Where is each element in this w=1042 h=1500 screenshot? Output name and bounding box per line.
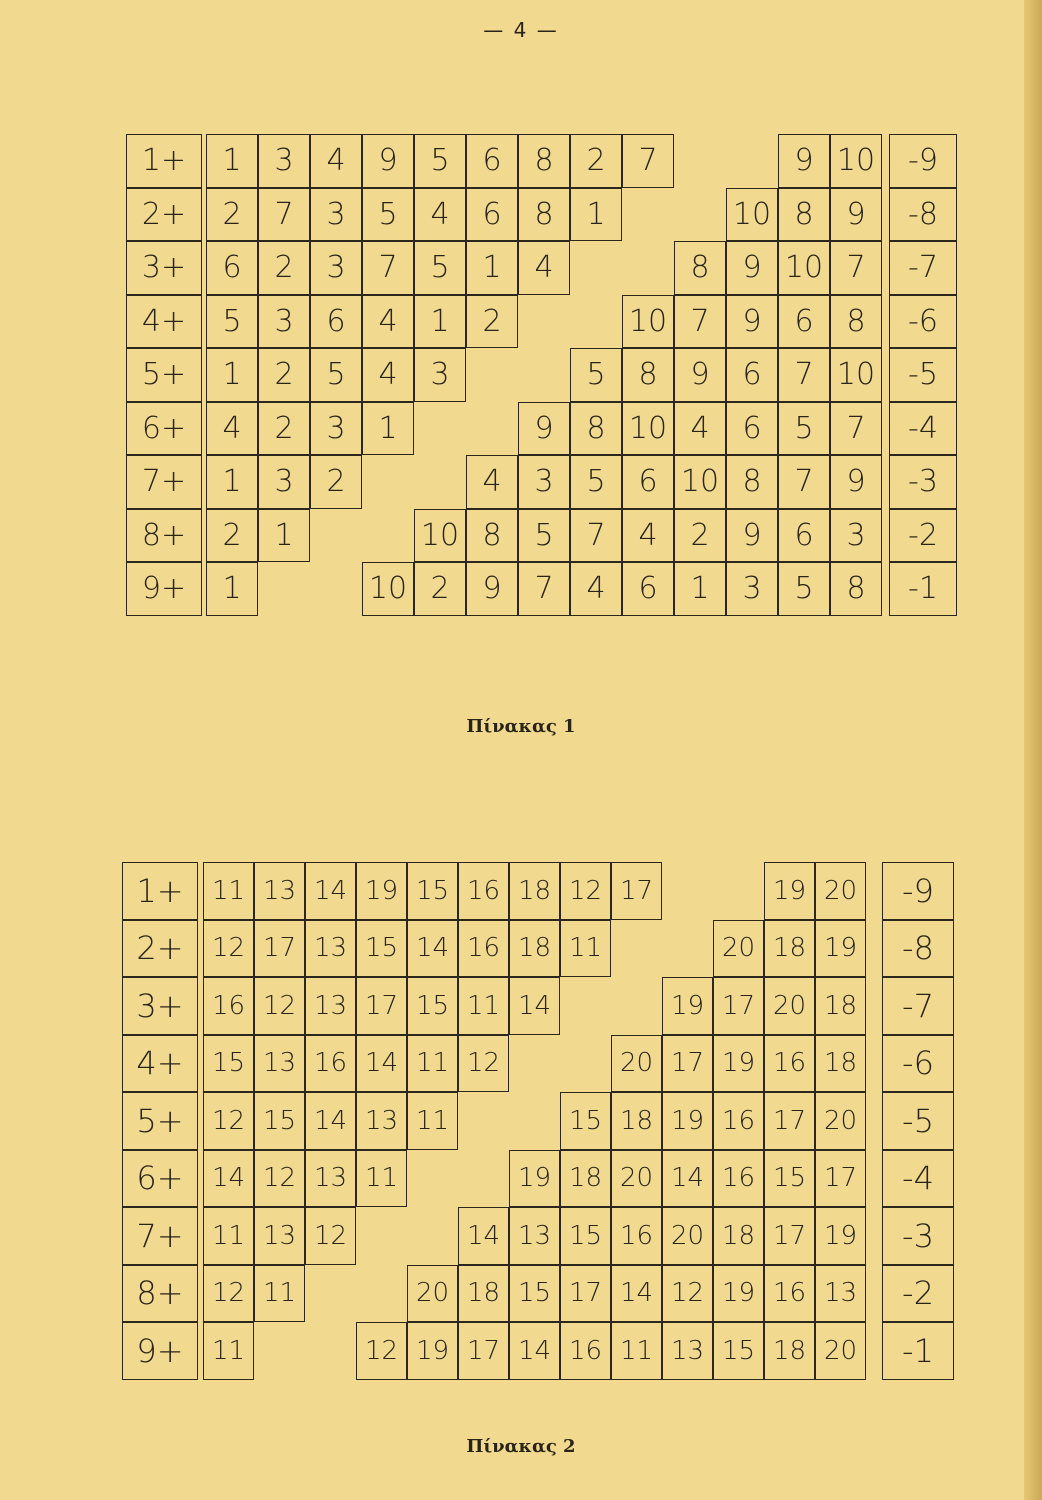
table-cell: 12: [560, 862, 611, 920]
table-cell: 8: [830, 562, 882, 616]
table-cell: 4: [674, 402, 726, 456]
table-cell: 2: [206, 509, 258, 563]
table-cell: 19: [713, 1035, 764, 1093]
table-cell: 16: [458, 920, 509, 978]
row-label-left: 1+: [126, 134, 202, 188]
table-cell: 10: [622, 402, 674, 456]
table-cell: 5: [414, 241, 466, 295]
table-cell: 6: [726, 348, 778, 402]
table-cell: 1: [674, 562, 726, 616]
table-cell: 15: [560, 1207, 611, 1265]
table-cell: 6: [466, 188, 518, 242]
table-cell: 17: [662, 1035, 713, 1093]
table-cell: 13: [662, 1322, 713, 1380]
table-cell: 7: [778, 455, 830, 509]
table-cell: 3: [414, 348, 466, 402]
table-cell: 19: [407, 1322, 458, 1380]
table-cell: 20: [815, 1092, 866, 1150]
table-cell: 16: [713, 1092, 764, 1150]
table-cell: 1: [570, 188, 622, 242]
table-cell: 8: [622, 348, 674, 402]
table-cell: 12: [203, 1092, 254, 1150]
table-cell: 1: [466, 241, 518, 295]
table-cell: 20: [815, 862, 866, 920]
row-label-right: -7: [889, 241, 957, 295]
row-label-left: 3+: [126, 241, 202, 295]
table-cell: 7: [622, 134, 674, 188]
table-cell: 7: [258, 188, 310, 242]
table-cell: 6: [310, 295, 362, 349]
table-cell: 4: [206, 402, 258, 456]
table-cell: 13: [305, 920, 356, 978]
table-cell: 20: [611, 1150, 662, 1208]
page-number: — 4 —: [483, 18, 559, 42]
row-label-right: -2: [889, 509, 957, 563]
table-cell: 11: [254, 1265, 305, 1323]
row-label-left: 8+: [122, 1265, 198, 1323]
table-cell: 8: [674, 241, 726, 295]
table-cell: 4: [414, 188, 466, 242]
book-spine: [1024, 0, 1042, 1500]
row-label-left: 9+: [126, 562, 202, 616]
table-cell: 7: [362, 241, 414, 295]
table-cell: 18: [815, 1035, 866, 1093]
table-cell: 5: [778, 402, 830, 456]
table-cell: 16: [764, 1265, 815, 1323]
table-cell: 7: [518, 562, 570, 616]
table-cell: 14: [509, 977, 560, 1035]
table-cell: 1: [414, 295, 466, 349]
row-label-left: 4+: [126, 295, 202, 349]
table-cell: 2: [414, 562, 466, 616]
table-cell: 3: [258, 295, 310, 349]
table-cell: 10: [414, 509, 466, 563]
table-cell: 15: [356, 920, 407, 978]
table-cell: 20: [764, 977, 815, 1035]
table-cell: 8: [570, 402, 622, 456]
table-cell: 7: [570, 509, 622, 563]
table-cell: 3: [310, 402, 362, 456]
row-label-left: 7+: [122, 1207, 198, 1265]
row-label-left: 2+: [126, 188, 202, 242]
row-label-right: -1: [882, 1322, 954, 1380]
table-cell: 8: [518, 188, 570, 242]
row-label-right: -7: [882, 977, 954, 1035]
row-label-right: -4: [882, 1150, 954, 1208]
table-cell: 1: [206, 562, 258, 616]
table-cell: 15: [509, 1265, 560, 1323]
table-cell: 16: [458, 862, 509, 920]
row-label-right: -3: [882, 1207, 954, 1265]
table-cell: 9: [518, 402, 570, 456]
table-cell: 14: [305, 1092, 356, 1150]
row-label-left: 5+: [126, 348, 202, 402]
table-cell: 10: [778, 241, 830, 295]
table-cell: 2: [258, 241, 310, 295]
table-cell: 11: [407, 1035, 458, 1093]
table-cell: 4: [310, 134, 362, 188]
table-cell: 13: [815, 1265, 866, 1323]
row-label-left: 6+: [126, 402, 202, 456]
table-cell: 5: [778, 562, 830, 616]
table-cell: 15: [560, 1092, 611, 1150]
table-caption-1: Πίνακας 1: [466, 716, 576, 737]
row-label-right: -6: [882, 1035, 954, 1093]
row-label-right: -6: [889, 295, 957, 349]
table-cell: 6: [466, 134, 518, 188]
table-cell: 14: [509, 1322, 560, 1380]
table-cell: 1: [206, 455, 258, 509]
table-cell: 15: [407, 977, 458, 1035]
table-cell: 18: [611, 1092, 662, 1150]
row-label-right: -5: [889, 348, 957, 402]
table-cell: 14: [458, 1207, 509, 1265]
row-label-right: -4: [889, 402, 957, 456]
row-label-left: 8+: [126, 509, 202, 563]
row-label-right: -8: [889, 188, 957, 242]
table-cell: 13: [254, 862, 305, 920]
table-cell: 5: [362, 188, 414, 242]
table-cell: 16: [764, 1035, 815, 1093]
table-cell: 12: [203, 1265, 254, 1323]
table-cell: 1: [206, 134, 258, 188]
table-cell: 19: [662, 977, 713, 1035]
table-cell: 10: [622, 295, 674, 349]
table-cell: 12: [305, 1207, 356, 1265]
table-cell: 13: [356, 1092, 407, 1150]
table-cell: 17: [560, 1265, 611, 1323]
table-cell: 17: [713, 977, 764, 1035]
table-cell: 17: [611, 862, 662, 920]
table-cell: 16: [305, 1035, 356, 1093]
table-cell: 1: [206, 348, 258, 402]
table-cell: 8: [726, 455, 778, 509]
table-cell: 2: [258, 348, 310, 402]
table-cell: 1: [362, 402, 414, 456]
row-label-right: -8: [882, 920, 954, 978]
table-cell: 19: [764, 862, 815, 920]
table-cell: 14: [611, 1265, 662, 1323]
row-label-right: -2: [882, 1265, 954, 1323]
table-cell: 16: [611, 1207, 662, 1265]
table-cell: 18: [815, 977, 866, 1035]
table-cell: 9: [830, 188, 882, 242]
table-cell: 9: [466, 562, 518, 616]
table-cell: 12: [356, 1322, 407, 1380]
table-cell: 15: [203, 1035, 254, 1093]
table-cell: 14: [356, 1035, 407, 1093]
row-label-left: 4+: [122, 1035, 198, 1093]
row-label-right: -1: [889, 562, 957, 616]
table-cell: 12: [203, 920, 254, 978]
table-cell: 17: [764, 1092, 815, 1150]
table-cell: 7: [674, 295, 726, 349]
table-cell: 17: [764, 1207, 815, 1265]
table-cell: 7: [778, 348, 830, 402]
table-cell: 9: [726, 509, 778, 563]
table-cell: 16: [560, 1322, 611, 1380]
table-cell: 3: [258, 455, 310, 509]
table-cell: 4: [518, 241, 570, 295]
table-cell: 4: [362, 295, 414, 349]
table-cell: 19: [815, 1207, 866, 1265]
table-cell: 12: [458, 1035, 509, 1093]
table-cell: 14: [203, 1150, 254, 1208]
table-cell: 5: [206, 295, 258, 349]
table-cell: 9: [726, 241, 778, 295]
table-cell: 13: [509, 1207, 560, 1265]
table-cell: 19: [662, 1092, 713, 1150]
table-cell: 3: [310, 188, 362, 242]
table-cell: 12: [662, 1265, 713, 1323]
table-cell: 3: [830, 509, 882, 563]
row-label-left: 2+: [122, 920, 198, 978]
table-caption-2: Πίνακας 2: [466, 1436, 576, 1457]
table-cell: 11: [611, 1322, 662, 1380]
table-cell: 4: [466, 455, 518, 509]
table-cell: 11: [356, 1150, 407, 1208]
table-cell: 2: [258, 402, 310, 456]
table-cell: 8: [518, 134, 570, 188]
table-cell: 14: [662, 1150, 713, 1208]
table-cell: 18: [560, 1150, 611, 1208]
table-cell: 11: [407, 1092, 458, 1150]
table-cell: 19: [713, 1265, 764, 1323]
table-cell: 5: [570, 455, 622, 509]
table-cell: 8: [778, 188, 830, 242]
table-cell: 9: [778, 134, 830, 188]
table-cell: 8: [466, 509, 518, 563]
table-cell: 10: [362, 562, 414, 616]
table-cell: 19: [815, 920, 866, 978]
table-cell: 17: [254, 920, 305, 978]
row-label-left: 6+: [122, 1150, 198, 1208]
table-cell: 20: [611, 1035, 662, 1093]
table-cell: 4: [362, 348, 414, 402]
table-cell: 10: [830, 348, 882, 402]
table-cell: 11: [203, 862, 254, 920]
table-cell: 2: [310, 455, 362, 509]
table-cell: 20: [815, 1322, 866, 1380]
table-cell: 9: [674, 348, 726, 402]
table-cell: 10: [726, 188, 778, 242]
row-label-right: -5: [882, 1092, 954, 1150]
table-cell: 6: [726, 402, 778, 456]
table-cell: 20: [407, 1265, 458, 1323]
table-cell: 18: [764, 1322, 815, 1380]
table-cell: 13: [254, 1207, 305, 1265]
table-cell: 20: [713, 920, 764, 978]
table-cell: 13: [305, 977, 356, 1035]
table-cell: 5: [414, 134, 466, 188]
table-cell: 15: [713, 1322, 764, 1380]
table-cell: 6: [778, 295, 830, 349]
table-cell: 7: [830, 402, 882, 456]
table-cell: 9: [726, 295, 778, 349]
row-label-left: 5+: [122, 1092, 198, 1150]
table-cell: 11: [458, 977, 509, 1035]
row-label-right: -3: [889, 455, 957, 509]
row-label-left: 7+: [126, 455, 202, 509]
table-cell: 19: [356, 862, 407, 920]
row-label-right: -9: [889, 134, 957, 188]
table-cell: 12: [254, 1150, 305, 1208]
table-cell: 18: [458, 1265, 509, 1323]
table-cell: 16: [203, 977, 254, 1035]
table-cell: 5: [310, 348, 362, 402]
table-cell: 17: [458, 1322, 509, 1380]
table-cell: 6: [206, 241, 258, 295]
table-cell: 19: [509, 1150, 560, 1208]
table-cell: 1: [258, 509, 310, 563]
table-cell: 2: [570, 134, 622, 188]
table-cell: 9: [830, 455, 882, 509]
table-cell: 7: [830, 241, 882, 295]
table-cell: 10: [674, 455, 726, 509]
table-cell: 6: [622, 455, 674, 509]
table-cell: 13: [305, 1150, 356, 1208]
table-cell: 3: [310, 241, 362, 295]
table-cell: 4: [570, 562, 622, 616]
table-cell: 17: [356, 977, 407, 1035]
table-cell: 10: [830, 134, 882, 188]
table-cell: 3: [518, 455, 570, 509]
row-label-left: 3+: [122, 977, 198, 1035]
table-cell: 18: [509, 920, 560, 978]
table-cell: 17: [815, 1150, 866, 1208]
table-cell: 2: [674, 509, 726, 563]
row-label-right: -9: [882, 862, 954, 920]
table-cell: 18: [509, 862, 560, 920]
table-cell: 11: [560, 920, 611, 978]
table-cell: 12: [254, 977, 305, 1035]
table-cell: 14: [407, 920, 458, 978]
table-cell: 15: [764, 1150, 815, 1208]
table-cell: 5: [518, 509, 570, 563]
table-cell: 18: [713, 1207, 764, 1265]
row-label-left: 1+: [122, 862, 198, 920]
table-cell: 15: [407, 862, 458, 920]
table-cell: 6: [622, 562, 674, 616]
table-cell: 15: [254, 1092, 305, 1150]
table-cell: 5: [570, 348, 622, 402]
table-cell: 13: [254, 1035, 305, 1093]
table-cell: 4: [622, 509, 674, 563]
table-cell: 9: [362, 134, 414, 188]
table-cell: 11: [203, 1322, 254, 1380]
table-cell: 20: [662, 1207, 713, 1265]
table-cell: 2: [206, 188, 258, 242]
table-cell: 14: [305, 862, 356, 920]
table-cell: 6: [778, 509, 830, 563]
table-cell: 18: [764, 920, 815, 978]
row-label-left: 9+: [122, 1322, 198, 1380]
table-cell: 3: [726, 562, 778, 616]
table-cell: 3: [258, 134, 310, 188]
table-cell: 11: [203, 1207, 254, 1265]
table-cell: 2: [466, 295, 518, 349]
table-cell: 8: [830, 295, 882, 349]
table-cell: 16: [713, 1150, 764, 1208]
